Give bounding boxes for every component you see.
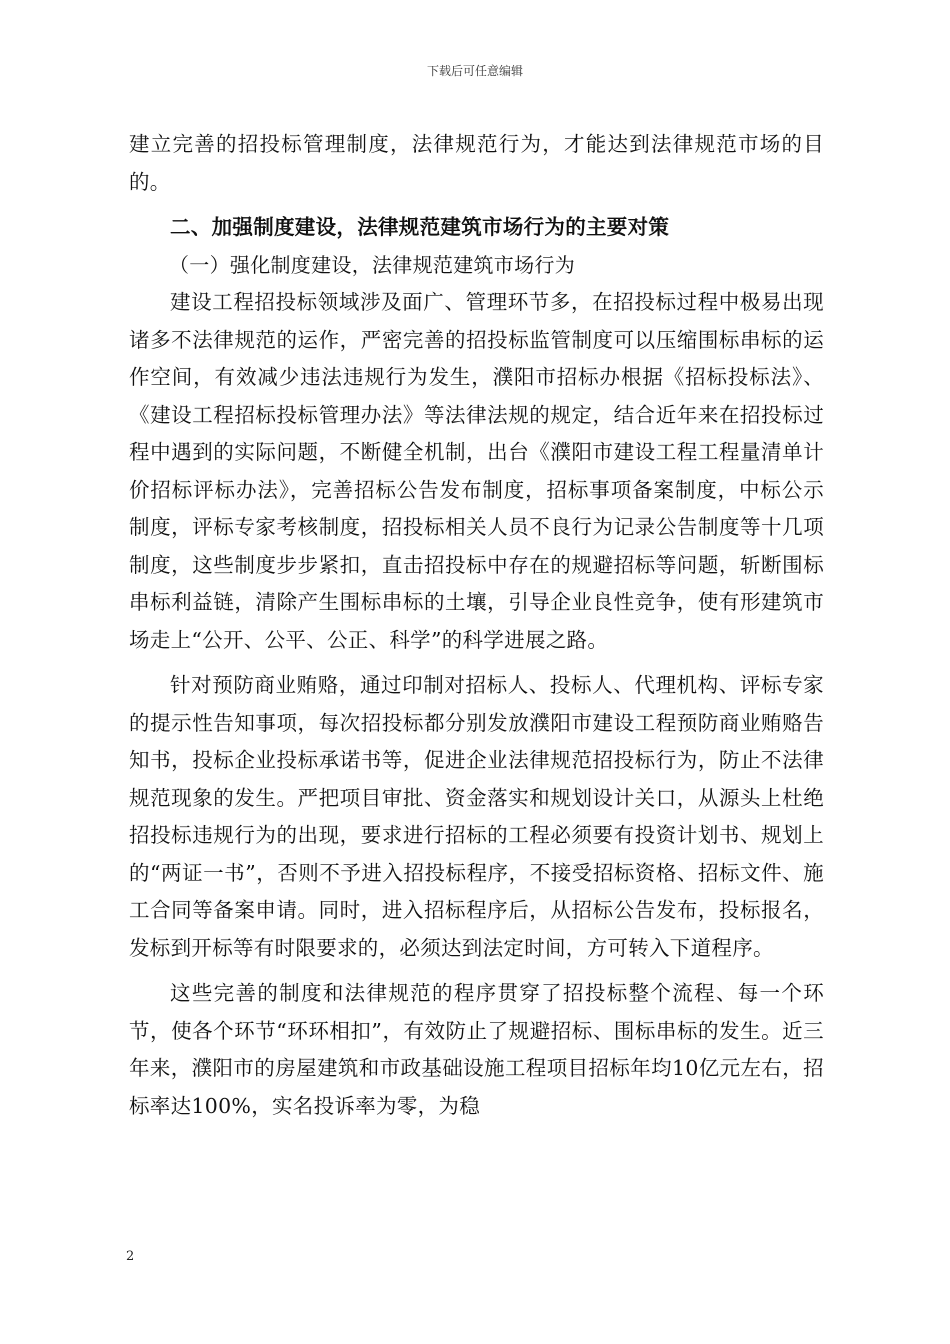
page-header: 下载后可任意编辑 [426, 64, 523, 78]
paragraph-intro: 建立完善的招投标管理制度，法律规范行为，才能达到法律规范市场的目的。 [129, 132, 824, 194]
paragraph-results: 这些完善的制度和法律规范的程序贯穿了招投标整个流程、每一个环节，使各个环节“环环相扣”，有效防止了规避招标、围标串标的发生。近三年来，濮阳市的房屋建筑和市政基础设施工程项目招标年均10亿元左右，招标率达100%，实名投诉率为零，为稳 [129, 981, 824, 1118]
section-heading: 二、加强制度建设，法律规范建筑市场行为的主要对策 [170, 215, 670, 239]
document-body [129, 126, 824, 1125]
subsection-heading: （一）强化制度建设，法律规范建筑市场行为 [169, 252, 575, 277]
paragraph-system-building: 建设工程招投标领域涉及面广、管理环节多，在招投标过程中极易出现诸多不法律规范的运作，严密完善的招投标监管制度可以压缩围标串标的运作空间，有效减少违法违规行为发生，濮阳市招标办根据《招标投标法》、《建设工程招标投标管理办法》等法律法规的规定，结合近年来在招投标过程中遇到的实际问题，不断健全机制，出台《濮阳市建设工程工程量清单计价招标评标办法》，完善招标公告发布制度，招标事项备案制度，中标公示制度，评标专家考核制度，招投标相关人员不良行为记录公告制度等十几项制度，这些制度步步紧扣，直击招投标中存在的规避招标等问题，斩断围标串标利益链，清除产生围标串标的土壤，引导企业良性竞争，使有形建筑市场走上“公开、公平、公正、科学”的科学进展之路。 [129, 290, 824, 652]
paragraph-anti-bribery: 针对预防商业贿赂，通过印制对招标人、投标人、代理机构、评标专家的提示性告知事项，每次招投标都分别发放濮阳市建设工程预防商业贿赂告知书，投标企业投标承诺书等，促进企业法律规范招投标行为，防止不法律规范现象的发生。严把项目审批、资金落实和规划设计关口，从源头上杜绝招投标违规行为的出现，要求进行招标的工程必须要有投资计划书、规划上的“两证一书”，否则不予进入招投标程序，不接受招标资格、招标文件、施工合同等备案申请。同时，进入招标程序后，从招标公告发布，投标报名，发标到开标等有时限要求的，必须达到法定时间，方可转入下道程序。 [129, 673, 824, 960]
page-number: 2 [126, 1249, 135, 1264]
